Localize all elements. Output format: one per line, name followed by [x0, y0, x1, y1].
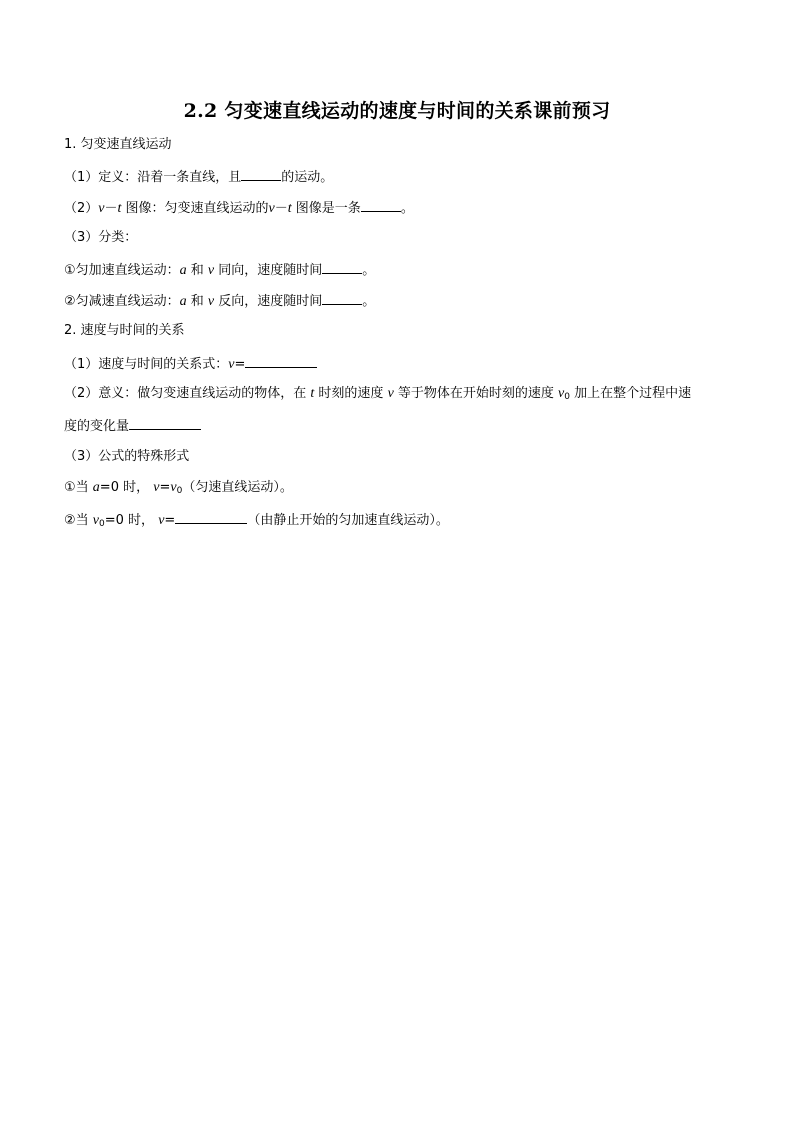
equals-sign: = — [164, 513, 176, 528]
case-2-prefix: ②当 — [64, 513, 93, 528]
formula-answer-blank[interactable] — [245, 354, 317, 368]
minus-sign: － — [274, 201, 288, 216]
case-1-suffix: （匀速直线运动）。 — [182, 480, 293, 495]
vt-answer-blank[interactable] — [361, 198, 401, 212]
subscript-zero: 0 — [564, 392, 570, 402]
acceleration-prefix: ①匀加速直线运动： — [64, 263, 180, 278]
subscript-zero: 0 — [176, 486, 183, 496]
case-2-suffix: （由静止开始的匀加速直线运动）。 — [247, 513, 449, 528]
formula-line — [64, 354, 317, 374]
symbol-a: a — [179, 263, 187, 278]
acceleration-mid: 同向，速度随时间 — [214, 263, 323, 278]
special-case-1-line — [64, 479, 293, 500]
document-title: 2.2 匀变速直线运动的速度与时间的关系课前预习 — [183, 100, 611, 122]
symbol-t: t — [287, 201, 292, 216]
case-1-mid: =0 时， — [99, 480, 154, 495]
meaning-continuation: 度的变化量 — [64, 419, 130, 434]
symbol-v: v — [207, 263, 215, 278]
symbol-v: v — [268, 201, 275, 216]
and-text: 和 — [186, 294, 208, 309]
symbol-v: v — [387, 386, 394, 401]
formula-prefix: （1）速度与时间的关系式： — [64, 357, 229, 372]
meaning-mid-2: 等于物体在开始时刻的速度 — [393, 386, 559, 401]
symbol-v0: v — [558, 386, 565, 401]
deceleration-line — [64, 291, 375, 311]
acceleration-line — [64, 260, 375, 280]
subscript-zero: 0 — [99, 519, 105, 529]
definition-line — [64, 167, 333, 187]
deceleration-answer-blank[interactable] — [322, 291, 362, 305]
vt-mid-text: 图像：匀变速直线运动的 — [121, 201, 269, 216]
symbol-t: t — [117, 201, 122, 216]
definition-prefix: （1）定义：沿着一条直线，且 — [64, 170, 242, 185]
symbol-a: a — [92, 480, 100, 495]
symbol-a: a — [179, 294, 187, 309]
vt-prefix: （2） — [64, 201, 99, 216]
section-2-heading: 2. 速度与时间的关系 — [64, 323, 185, 338]
special-case-2-line — [64, 510, 449, 533]
case-1-prefix: ①当 — [64, 480, 93, 495]
vt-suffix: 图像是一条 — [291, 201, 361, 216]
meaning-answer-blank[interactable] — [129, 416, 201, 430]
definition-answer-blank[interactable] — [241, 167, 281, 181]
and-text: 和 — [186, 263, 208, 278]
symbol-v0: v — [170, 480, 177, 495]
classification-label: （3）分类： — [64, 230, 138, 245]
symbol-v: v — [158, 513, 165, 528]
minus-sign: － — [104, 201, 118, 216]
vt-graph-line — [64, 198, 414, 218]
case-2-answer-blank[interactable] — [175, 510, 247, 524]
equals-sign: = — [234, 357, 246, 372]
deceleration-end: 。 — [362, 294, 376, 309]
symbol-v0: v — [92, 513, 100, 528]
meaning-mid-1: 时刻的速度 — [314, 386, 388, 401]
section-1-heading: 1. 匀变速直线运动 — [64, 137, 172, 152]
meaning-prefix: （2）意义：做匀变速直线运动的物体，在 — [64, 386, 311, 401]
acceleration-answer-blank[interactable] — [322, 260, 362, 274]
meaning-continuation-line — [64, 416, 201, 436]
deceleration-mid: 反向，速度随时间 — [214, 294, 323, 309]
symbol-v: v — [228, 357, 235, 372]
vt-end: 。 — [400, 201, 414, 216]
symbol-v: v — [153, 480, 160, 495]
acceleration-end: 。 — [362, 263, 376, 278]
symbol-v: v — [207, 294, 215, 309]
definition-suffix: 的运动。 — [281, 170, 334, 185]
symbol-t: t — [310, 386, 315, 401]
meaning-mid-3: 加上在整个过程中速 — [570, 386, 692, 401]
deceleration-prefix: ②匀减速直线运动： — [64, 294, 180, 309]
meaning-line — [64, 385, 691, 406]
special-forms-label: （3）公式的特殊形式 — [64, 449, 190, 464]
equals-sign: = — [159, 480, 171, 495]
case-2-mid: =0 时， — [104, 513, 159, 528]
symbol-v: v — [98, 201, 105, 216]
